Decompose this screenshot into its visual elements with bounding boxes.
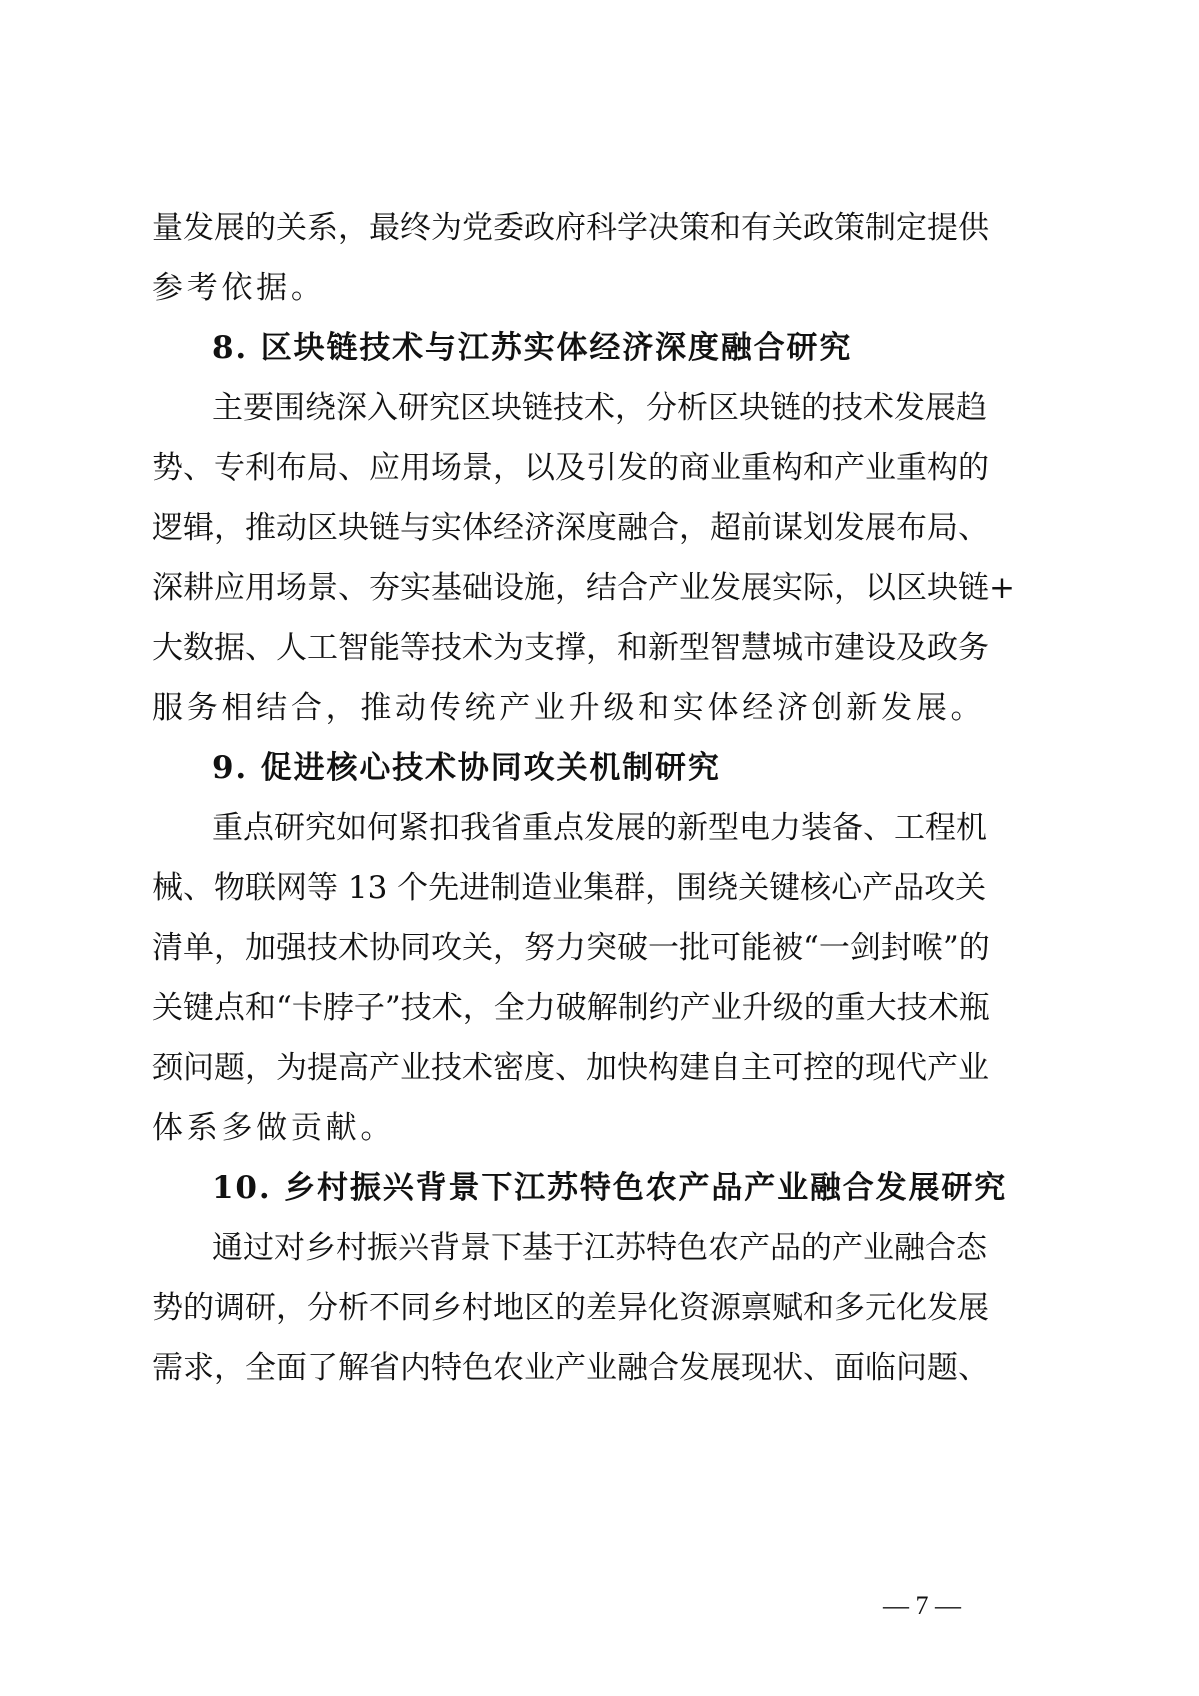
section-heading-8: 8. 区块链技术与江苏实体经济深度融合研究 bbox=[212, 330, 853, 366]
paragraph-line: 服务相结合，推动传统产业升级和实体经济创新发展。 bbox=[152, 690, 986, 726]
paragraph-line: 势的调研，分析不同乡村地区的差异化资源禀赋和多元化发展 bbox=[152, 1290, 989, 1326]
paragraph-line: 关键点和“卡脖子”技术，全力破解制约产业升级的重大技术瓶 bbox=[152, 990, 990, 1026]
document-body bbox=[152, 198, 1015, 1398]
paragraph-line: 清单，加强技术协同攻关，努力突破一批可能被“一剑封喉”的 bbox=[152, 930, 990, 966]
section-heading-10: 10. 乡村振兴背景下江苏特色农产品产业融合发展研究 bbox=[212, 1170, 1008, 1206]
paragraph-line: 参考依据。 bbox=[152, 270, 326, 306]
paragraph-line: 主要围绕深入研究区块链技术，分析区块链的技术发展趋 bbox=[212, 390, 987, 426]
paragraph-line: 需求，全面了解省内特色农业产业融合发展现状、面临问题、 bbox=[152, 1350, 989, 1386]
paragraph-line: 械、物联网等 13 个先进制造业集群，围绕关键核心产品攻关 bbox=[152, 870, 987, 906]
page-number: — 7 — bbox=[883, 1591, 961, 1620]
paragraph-line: 量发展的关系，最终为党委政府科学决策和有关政策制定提供 bbox=[152, 210, 989, 246]
paragraph-line: 势、专利布局、应用场景，以及引发的商业重构和产业重构的 bbox=[152, 450, 989, 486]
paragraph-line: 深耕应用场景、夯实基础设施，结合产业发展实际，以区块链+ bbox=[152, 570, 1015, 606]
paragraph-line: 逻辑，推动区块链与实体经济深度融合，超前谋划发展布局、 bbox=[152, 510, 989, 546]
paragraph-line: 颈问题，为提高产业技术密度、加快构建自主可控的现代产业 bbox=[152, 1050, 989, 1086]
paragraph-line: 大数据、人工智能等技术为支撑，和新型智慧城市建设及政务 bbox=[152, 630, 989, 666]
paragraph-line: 体系多做贡献。 bbox=[152, 1110, 396, 1146]
paragraph-line: 重点研究如何紧扣我省重点发展的新型电力装备、工程机 bbox=[212, 810, 987, 846]
section-heading-9: 9. 促进核心技术协同攻关机制研究 bbox=[212, 750, 721, 786]
paragraph-line: 通过对乡村振兴背景下基于江苏特色农产品的产业融合态 bbox=[212, 1230, 987, 1266]
